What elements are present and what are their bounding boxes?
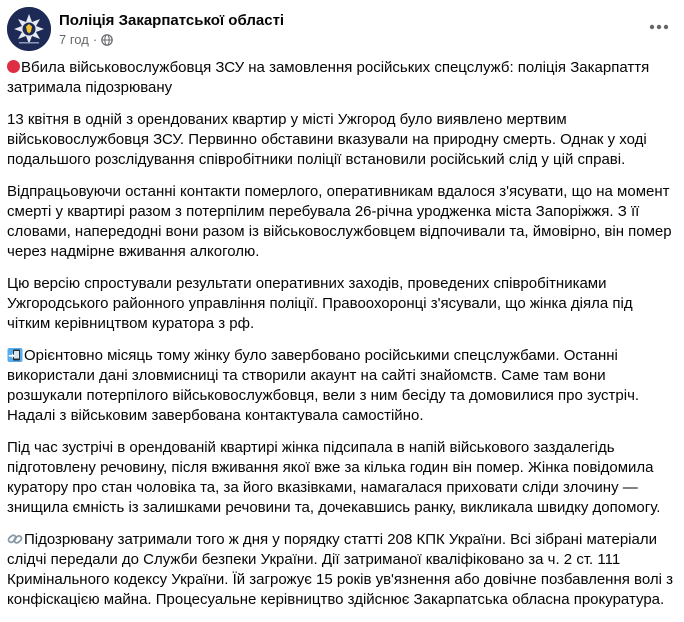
post-paragraph: 13 квітня в одній з орендованих квартир у місті Ужгород було виявлено мертвим військовослужбовця ЗСУ. Первинно обставини вказували на природну смерть. Однак у ході подальшого розслідування співробітники поліції встановили російський слід у цій справі. <box>7 111 647 168</box>
post-timestamp[interactable]: 7 год <box>59 32 89 47</box>
page-name-link[interactable]: Поліція Закарпатської області <box>59 12 285 29</box>
detention-text: Підозрювану затримали того ж дня у порядку статті 208 КПК України. Всі зібрані матеріали слідчі передали до Служби безпеки України. Дії затриманої кваліфіковано за ч. 2 ст. 111 Кримінального кодексу України. Їй загрожує 15 років ув'язнення або довічне позбавлення волі з конфіскацією майна. Процесуальне керівництво здійснює Закарпатська обласна прокуратура. <box>7 531 673 608</box>
post-paragraph: Цю версію спростували результати оперативних заходів, проведених співробітниками Ужгородського районного управління поліції. Правоохоронці з'ясували, що жінка діяла під чітким керівництвом куратора з рф. <box>7 275 633 332</box>
post-body <box>7 58 677 622</box>
mobile-phone-arrow-emoji-icon <box>7 347 23 363</box>
link-emoji-icon <box>7 531 23 547</box>
post-paragraph-detention <box>7 530 677 610</box>
meta-separator: · <box>92 32 98 47</box>
post-paragraph-recruitment <box>7 346 677 426</box>
page-avatar[interactable] <box>7 7 51 51</box>
post-headline <box>7 58 677 98</box>
post-paragraph: Під час зустрічі в орендованій квартирі жінка підсипала в напій військового заздалегідь підготовлену речовину, після вживання якої вже за кілька годин він помер. Жінка повідомила куратору про стан чоловіка та, за його вказівками, намагалася приховати сліди злочину — знищила ємність із залишками речовини та, дочекавшись ранку, викликала швидку допомогу. <box>7 439 661 516</box>
more-options-button[interactable] <box>643 11 675 43</box>
red-circle-emoji-icon <box>7 60 20 73</box>
post-meta <box>59 32 113 47</box>
recruitment-text: Орієнтовно місяць тому жінку було завербовано російськими спецслужбами. Останні використали дані зловмисниці та створили акаунт на сайті знайомств. Саме там вони розшукали потерпілого військовослужбовця, вели з ним бесіду та домовилися про зустріч. Надалі з військовим завербована контактувала самостійно. <box>7 347 640 424</box>
police-emblem-icon <box>7 7 51 51</box>
post-header <box>7 7 677 53</box>
headline-text: Вбила військовослужбовця ЗСУ на замовлення російських спецслужб: поліція Закарпаття затримала підозрювану <box>7 59 650 96</box>
globe-icon[interactable] <box>101 34 113 46</box>
post-paragraph: Відпрацьовуючи останні контакти померлого, оперативникам вдалося з'ясувати, що на момент смерті у квартирі разом з потерпілим перебувала 26-річна уродженка міста Запоріжжя. З її словами, напередодні вони разом із військовослужбовцем відпочивали та, ймовірно, він помер через надмірне вживання алкоголю. <box>7 183 672 260</box>
more-horizontal-icon <box>649 24 669 30</box>
